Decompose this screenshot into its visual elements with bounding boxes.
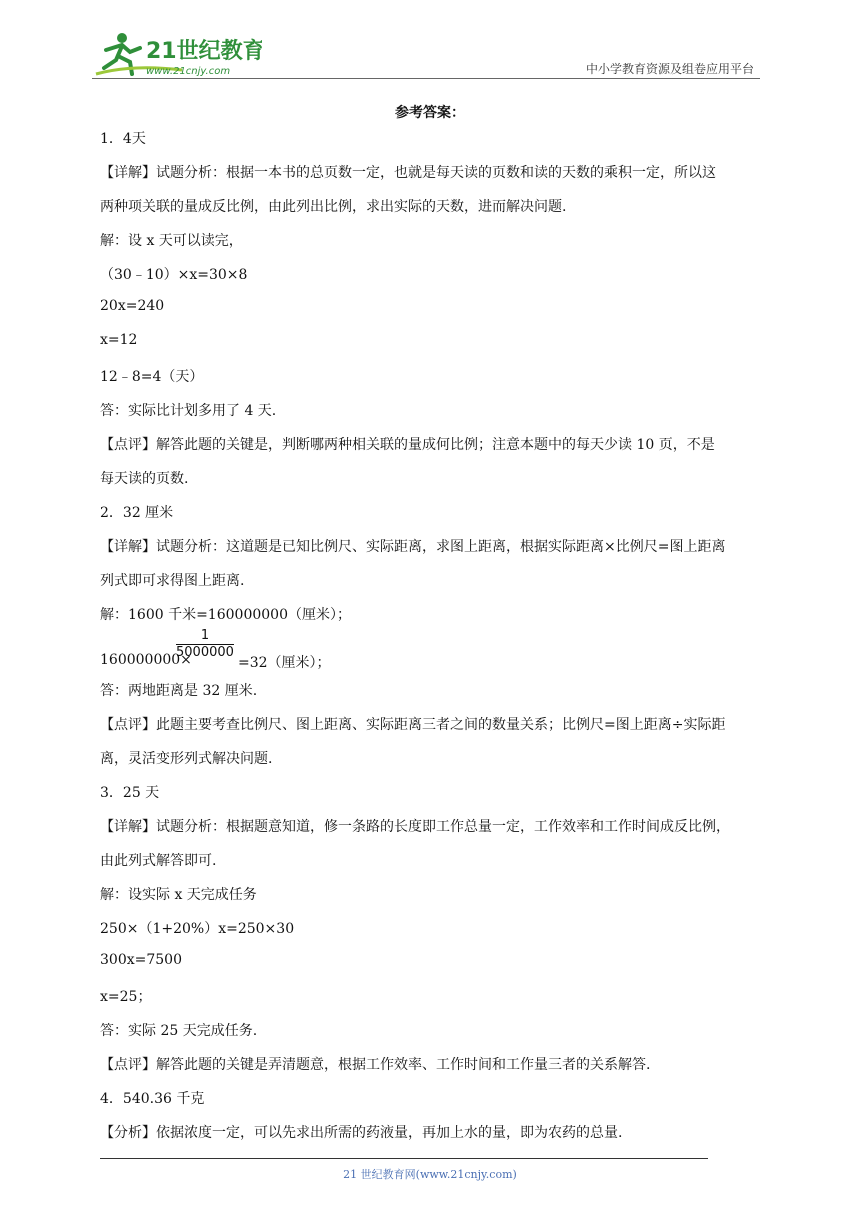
answer-1-detail-cont: 两种项关联的量成反比例，由此列出比例，求出实际的天数，进而解决问题. [100, 199, 567, 215]
footer-divider [100, 1158, 708, 1159]
site-logo [92, 30, 262, 78]
answer-1-step: x=12 [100, 332, 138, 348]
answer-1-heading: 1．4天 [100, 131, 146, 147]
answer-2-heading: 2．32 厘米 [100, 505, 174, 521]
answer-2-detail-cont: 列式即可求得图上距离. [100, 573, 245, 589]
fraction-numerator: 1 [176, 628, 234, 645]
answer-3-answer: 答：实际 25 天完成任务. [100, 1023, 258, 1039]
footer-link[interactable]: 21 世纪教育网(www.21cnjy.com) [343, 1168, 517, 1181]
answer-3-detail: 【详解】试题分析：根据题意知道，修一条路的长度即工作总量一定，工作效率和工作时间成反比例， [100, 819, 730, 835]
answer-1-solution: 解：设 x 天可以读完， [100, 233, 243, 249]
answer-2-comment: 【点评】此题主要考查比例尺、图上距离、实际距离三者之间的数量关系；比例尺=图上距离÷实际距 [100, 717, 726, 733]
answer-2-fraction-before: 160000000× [100, 652, 192, 668]
answer-2-comment-cont: 离，灵活变形列式解决问题. [100, 751, 273, 767]
answer-1-step: 20x=240 [100, 298, 165, 314]
platform-name: 中小学教育资源及组卷应用平台 [585, 62, 754, 76]
answer-1-equation: （30﹣10）×x=30×8 [100, 267, 248, 283]
answer-1-comment-cont: 每天读的页数. [100, 471, 189, 487]
answer-1-detail: 【详解】试题分析：根据一本书的总页数一定，也就是每天读的页数和读的天数的乘积一定，所以这 [100, 165, 716, 181]
answer-3-step: x=25； [100, 989, 152, 1005]
answer-2-answer: 答：两地距离是 32 厘米. [100, 683, 258, 699]
runner-logo-icon [92, 30, 262, 78]
answer-3-step: 300x=7500 [100, 952, 182, 968]
fraction [176, 628, 234, 661]
logo-text: 21世纪教育 [146, 39, 262, 64]
answer-3-equation: 250×（1+20%）x=250×30 [100, 921, 295, 937]
answer-2-fraction-after: =32（厘米）； [238, 655, 331, 671]
answer-4-analysis: 【分析】依据浓度一定，可以先求出所需的药液量，再加上水的量，即为农药的总量. [100, 1125, 623, 1141]
answer-1-comment: 【点评】解答此题的关键是，判断哪两种相关联的量成何比例；注意本题中的每天少读 10 页，不是 [100, 437, 715, 453]
answer-2-solution: 解：1600 千米=160000000（厘米）； [100, 607, 351, 623]
page-title: 参考答案： [395, 105, 465, 121]
answer-1-step: 12﹣8=4（天） [100, 369, 204, 385]
answer-3-solution: 解：设实际 x 天完成任务 [100, 887, 257, 903]
answer-2-detail: 【详解】试题分析：这道题是已知比例尺、实际距离，求图上距离，根据实际距离×比例尺=图上距离 [100, 539, 726, 555]
logo-url: www.21cnjy.com [146, 66, 231, 77]
answer-3-detail-cont: 由此列式解答即可. [100, 853, 217, 869]
answer-4-heading: 4．540.36 千克 [100, 1091, 205, 1107]
header-divider [92, 78, 760, 79]
fraction-denominator: 5000000 [176, 645, 234, 660]
answer-1-answer: 答：实际比计划多用了 4 天. [100, 403, 277, 419]
answer-3-heading: 3．25 天 [100, 785, 160, 801]
answer-3-comment: 【点评】解答此题的关键是弄清题意，根据工作效率、工作时间和工作量三者的关系解答. [100, 1057, 651, 1073]
